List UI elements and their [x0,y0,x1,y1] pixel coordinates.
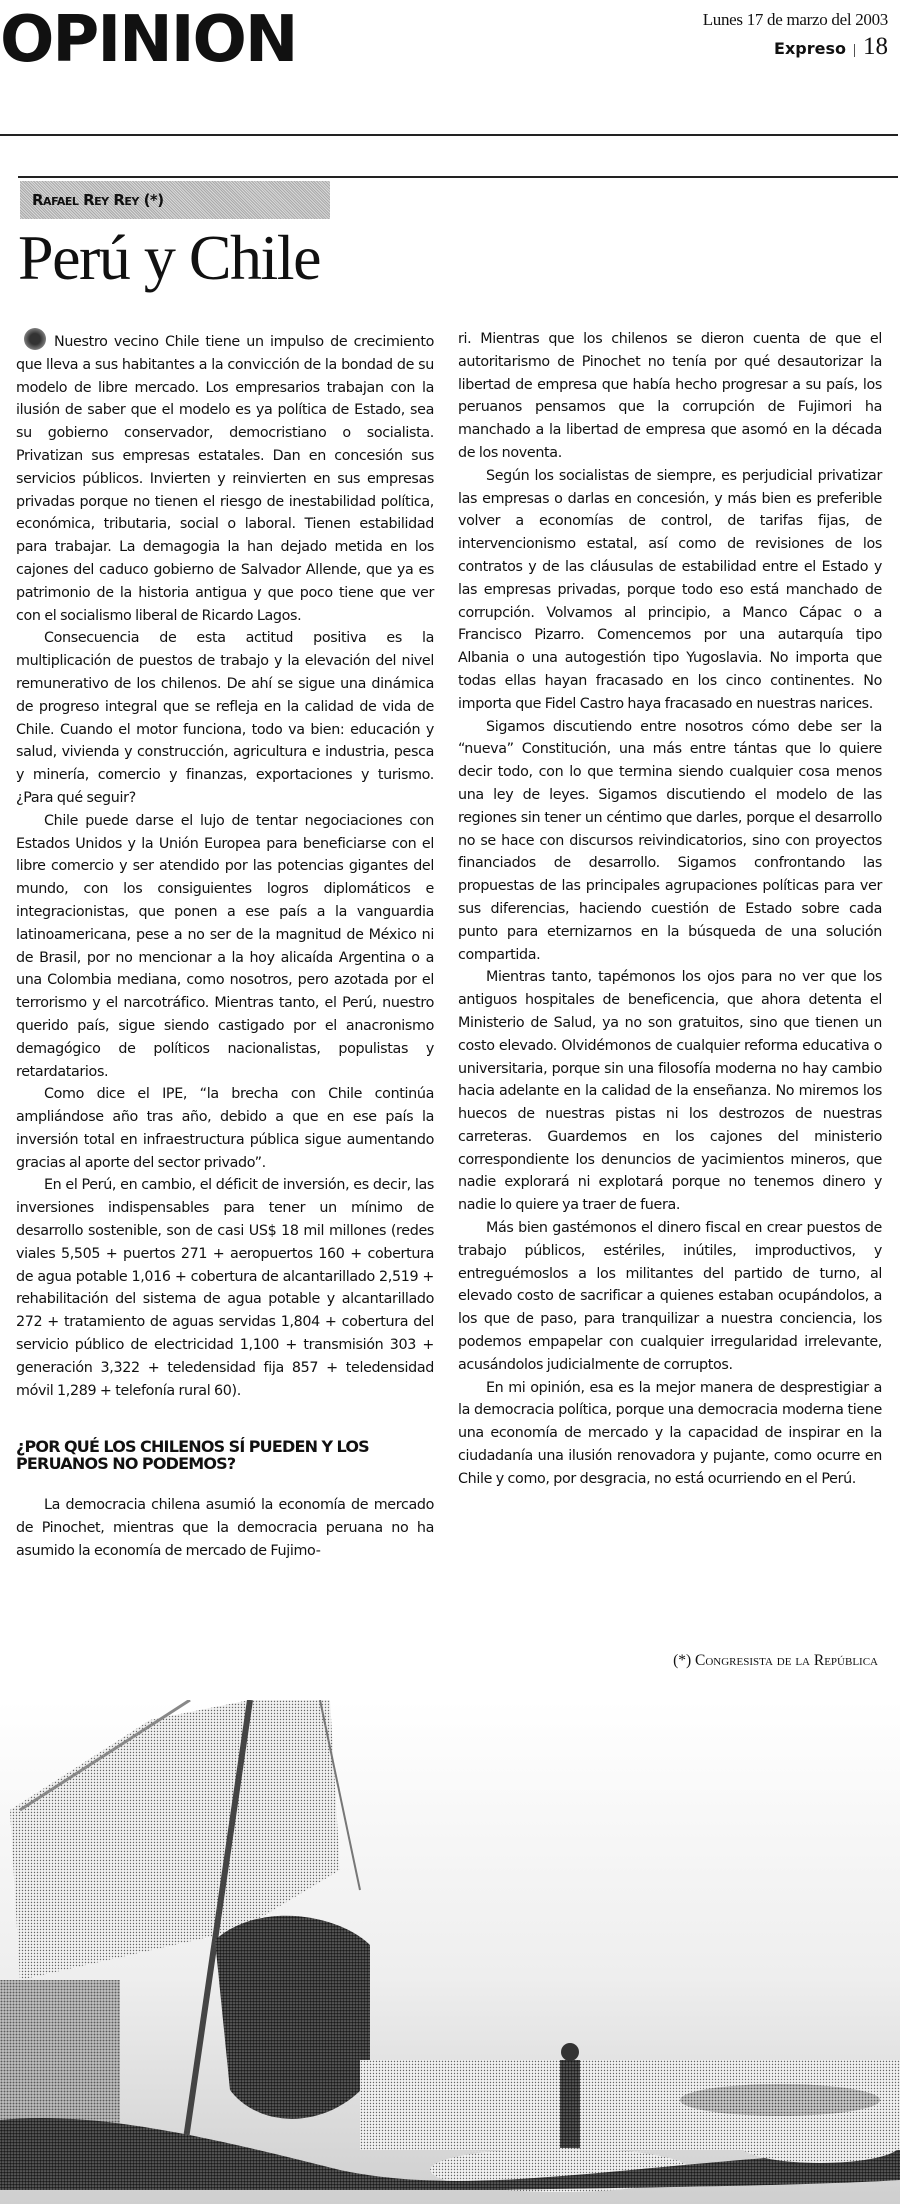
article-title: Perú y Chile [18,222,320,293]
article-photo [0,1700,900,2204]
separator: | [852,42,856,58]
page-number: 18 [863,33,888,60]
dateline: Lunes 17 de marzo del 2003 [702,10,888,29]
left-column [16,328,434,1563]
paragraph: Chile puede darse el lujo de tentar negociaciones con Estados Unidos y la Unión Europea para beneficiarse con el libre comercio y ser atendido por las potencias gigantes del mundo, con los consiguientes logros diplomáticos e integracionistas, que ponen a ese país a la vanguardia latinoamericana, pese a no ser de la magnitud de México ni de Brasil, por no mencionar a la hoy alicaída Argentina o a una Colombia mediana, como nosotros, pero azotada por el terrorismo y el narcotráfico. Mientras tanto, el Perú, nuestro querido país, sigue siendo castigado por el anacronismo demagógico de políticos nacionalistas, populistas y retardatarios. [16,812,434,1080]
drop-bullet-icon [24,328,46,350]
paragraph: En el Perú, en cambio, el déficit de inversión, es decir, las inversiones indispensables para tener un mínimo de desarrollo sostenible, son de casi US$ 18 mil millones (redes viales 5,505 + puertos 271 + aeropuertos 160 + cobertura de agua potable 1,016 + cobertura de alcantarillado 2,519 + rehabilitación del sistema de agua potable y alcantarillado 272 + tratamiento de aguas servidas 1,804 + cobertura del servicio público de electricidad 1,100 + transmisión 303 + generación 3,322 + teledensidad fija 857 + teledensidad móvil 1,289 + telefonía rural 60). [16,1177,434,1399]
publication-name: Expreso [774,39,846,58]
paragraph: ri. Mientras que los chilenos se dieron cuenta de que el autoritarismo de Pinochet no tenía por qué desautorizar la libertad de empresa que había hecho progresar a su país, los peruanos pensamos que la corrupción de Fujimori ha manchado a la libertad de empresa que asomó en la década de los noventa. [458,331,882,461]
paragraph: Según los socialistas de siempre, es perjudicial privatizar las empresas o darlas en concesión, y más bien es preferible volver a economías de control, de tarifas fijas, de intervencionismo estatal, así como de revisiones de los contratos y de las cláusulas de estabilidad entre el Estado y las empresas privadas, porque todo eso está manchado de corrupción. Volvamos al principio, a Manco Cápac o a Francisco Pizarro. Comencemos por una autarquía tipo Albania o una autogestión tipo Yugoslavia. No importa que todas ellas hayan fracasado en los cinco continentes. No importa que Fidel Castro haya fracasado en nuestras narices. [458,467,882,712]
publication-line [774,33,888,61]
paragraph [16,328,434,627]
paragraph: Más bien gastémonos el dinero fiscal en crear puestos de trabajo públicos, estériles, inútiles, improductivos, y entreguémoslos a los militantes del partido de turno, al elevado costo de sacrificar a quienes estaban ocupándolos, a los que de paso, para tranquilizar a nuestra conciencia, los podemos empapelar con cualquier irregularidad irrelevante, acusándolos judicialmente de corruptos. [458,1220,882,1373]
paragraph: Consecuencia de esta actitud positiva es la multiplicación de puestos de trabajo y la elevación del nivel remunerativo de los chilenos. De ahí se sigue una dinámica de progreso integral que se refleja en la calidad de vida de Chile. Cuando el motor funciona, todo va bien: educación y salud, vivienda y construcción, agricultura e industria, pesca y minería, comercio y finanzas, exportaciones y turismo. ¿Para qué seguir? [16,630,434,806]
photo-net-load [215,1916,370,2119]
paragraph: Sigamos discutiendo entre nosotros cómo debe ser la “nueva” Constitución, una más entre tántas que lo quiere decir todo, con lo que termina siendo cualquier cosa menos una ley de leyes. Sigamos discutiendo el modelo de las regiones sin tener un céntimo que darles, porque el desarrollo no se hace con discursos reivindicatorios, sino con proyectos financiados de desarrollo. Sigamos confrontando las propuestas de las principales agrupaciones políticas para ver sus diferencias, haciendo cuestión de Estado sobre cada punto para eternizarnos en la búsqueda de una solución compartida. [458,718,882,963]
paragraph: Mientras tanto, tapémonos los ojos para no ver que los antiguos hospitales de beneficencia, que ahora detenta el Ministerio de Salud, ya no son gratuitos, sino que tienen un costo elevado. Olvidémonos de cualquier reforma educativa o universitaria, porque sin una filosofía moderna no hay cambio hacia adelante en la calidad de la enseñanza. No miremos los huecos de nuestras pistas ni los destrozos de nuestras carreteras. Guardemos en los cajones del ministerio correspondiente los denuncios de yacimientos mineros, que nadie explorará ni explotará porque no tenemos dinero y nadie lo quiere ya traer de fuera. [458,969,882,1214]
paragraph: Como dice el IPE, “la brecha con Chile continúa ampliándose año tras año, debido a que en ese país la inversión total en infraestructura pública sigue aumentando gracias al aporte del sector privado”. [16,1086,434,1171]
photo-person [560,2060,580,2160]
right-column [458,328,882,1491]
paragraph-text: Nuestro vecino Chile tiene un impulso de crecimiento que lleva a sus habitantes a la convicción de la bondad de su modelo de libre mercado. Los empresarios trabajan con la ilusión de saber que el modelo es ya política de Estado, sea su gobierno conservador, democristiano o socialista. Privatizan sus empresas estatales. Dan en concesión sus servicios públicos. Invierten y reinvierten en sus empresas privadas porque no tienen el riesgo de inestabilidad política, económica, tributaria, social o laboral. Tienen estabilidad para trabajar. La demagogia la han dejado metida en los cajones del caduco gobierno de Salvador Allende, que ya es patrimonio de la historia antigua y que poco tiene que ver con el socialismo liberal de Ricardo Lagos. [16,334,434,624]
paragraph: La democracia chilena asumió la economía de mercado de Pinochet, mientras que la democracia peruana no ha asumido la economía de mercado de Fujimo- [16,1497,434,1560]
subheading: ¿POR QUÉ LOS CHILENOS SÍ PUEDEN Y LOS PERUANOS NO PODEMOS? [16,1437,369,1474]
top-rule [0,134,898,136]
paragraph: En mi opinión, esa es la mejor manera de desprestigiar a la democracia política, porque una democracia moderna tiene una economía de mercado y la capacidad de inspirar en la ciudadanía una ilusión renovadora y pujante, como ocurre en Chile y como, por desgracia, no está ocurriendo en el Perú. [458,1379,882,1487]
section-title: OPINION [0,3,297,77]
harbor-photo-icon [0,1700,900,2204]
author-footnote: (*) Congresista de la República [673,1652,878,1669]
article-rule [18,176,898,178]
byline: Rafael Rey Rey (*) [20,181,330,219]
